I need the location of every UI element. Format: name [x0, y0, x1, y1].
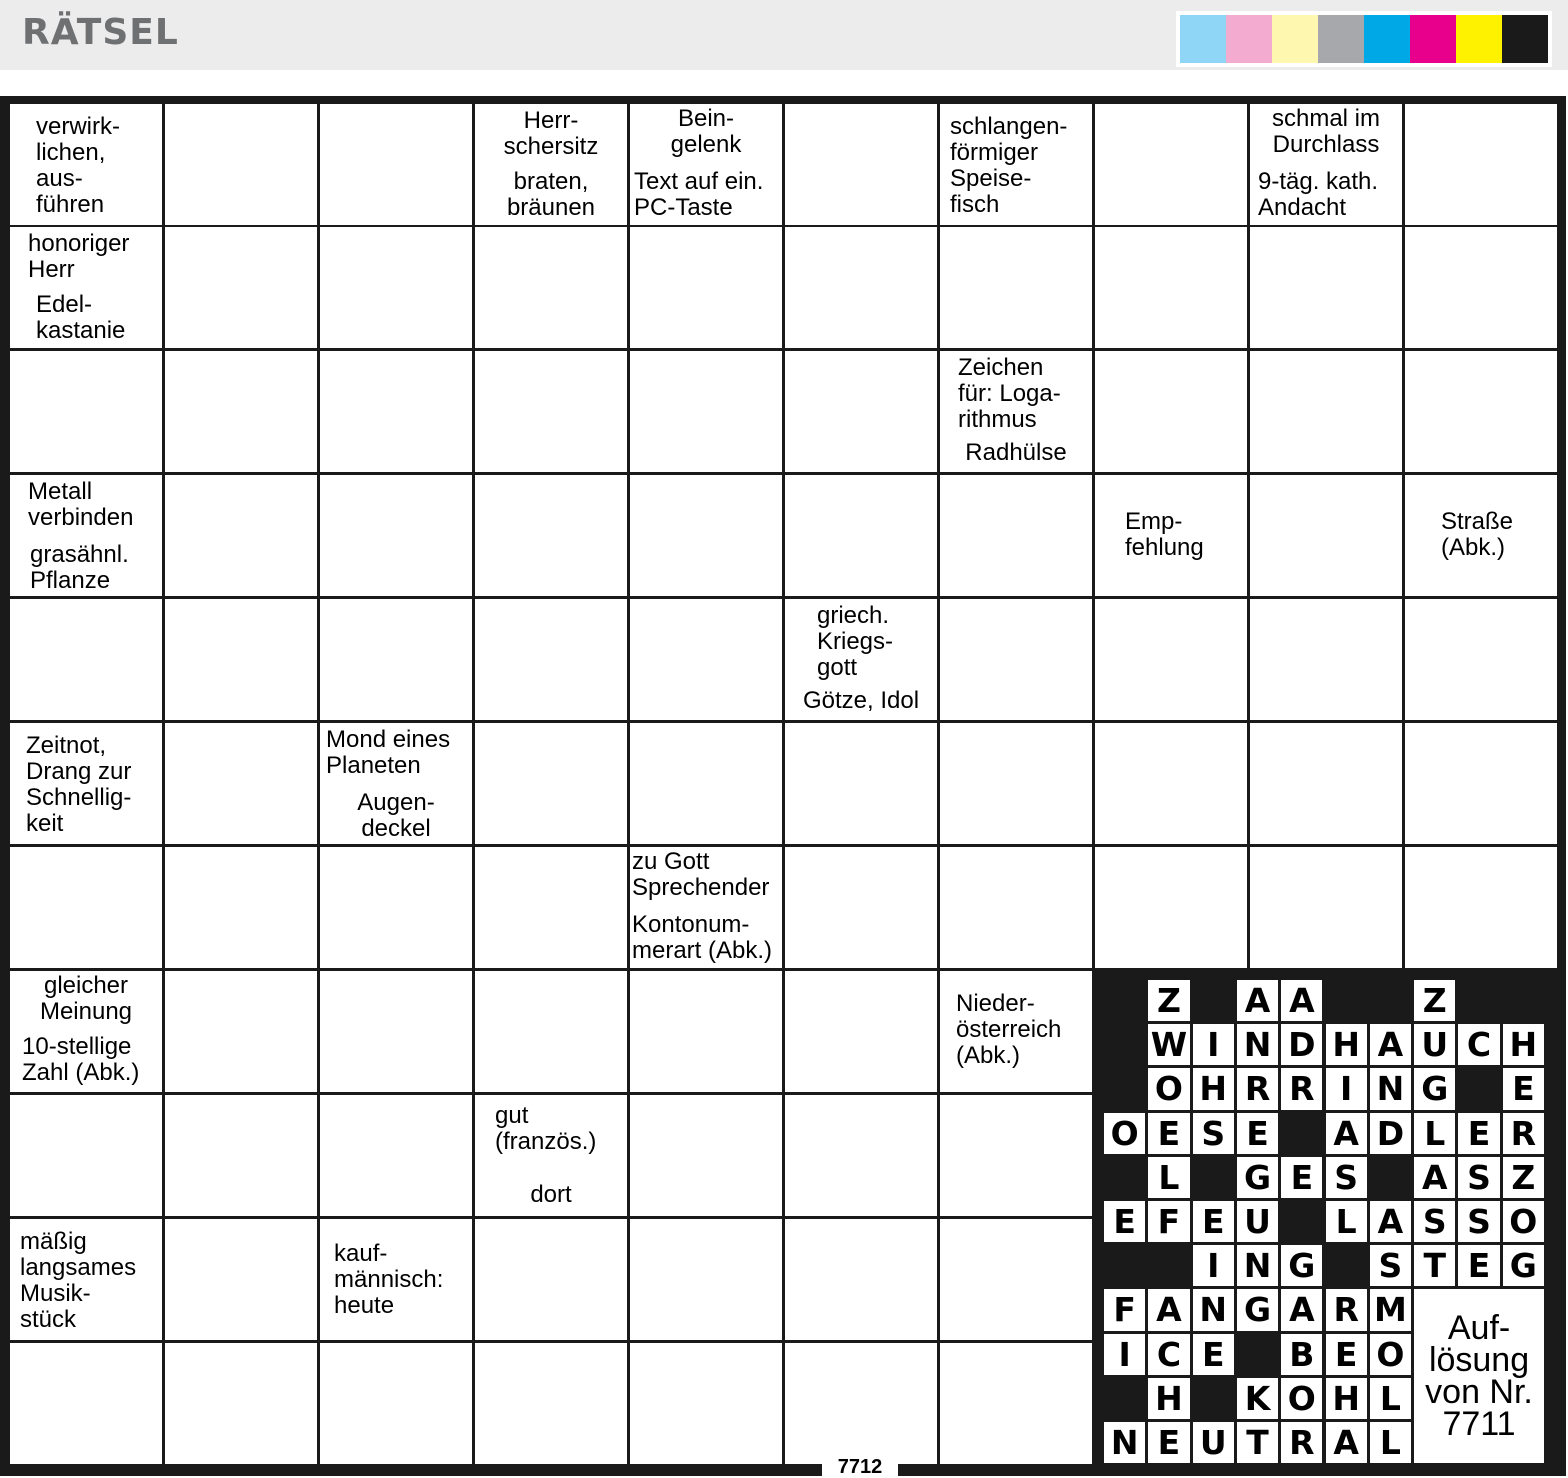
clue-line: Musik-	[20, 1280, 91, 1307]
solution-letter: O	[1503, 1201, 1544, 1242]
clue-line: langsames	[20, 1254, 137, 1281]
solution-letter: L	[1414, 1113, 1455, 1154]
puzzle-number: 7712	[822, 1456, 898, 1478]
clue-line: PC-Taste	[634, 194, 733, 221]
color-swatch	[1180, 15, 1226, 63]
clue-line: Zeitnot,	[26, 732, 107, 759]
clue-line: Kriegs-	[817, 628, 894, 655]
solution-letter: S	[1414, 1201, 1455, 1242]
clue-line: Bein-	[677, 105, 735, 132]
grid-cell[interactable]	[475, 723, 627, 844]
clue-c29	[10, 1219, 162, 1340]
clue-c13	[10, 475, 162, 535]
grid-cell[interactable]	[630, 599, 782, 720]
grid-cell[interactable]	[475, 475, 627, 596]
grid-cell[interactable]	[940, 475, 1092, 596]
clue-line: Metall	[28, 478, 93, 505]
clue-line: führen	[36, 191, 105, 218]
grid-cell[interactable]	[630, 227, 782, 348]
clue-line: honoriger	[28, 230, 130, 257]
clue-c1	[10, 104, 162, 225]
solution-letter: E	[1104, 1201, 1145, 1242]
grid-cell[interactable]	[1405, 599, 1557, 720]
solution-letter: I	[1326, 1068, 1367, 1109]
grid-cell[interactable]	[1250, 847, 1402, 968]
grid-cell[interactable]	[940, 1095, 1092, 1216]
solution-letter: W	[1148, 1024, 1189, 1065]
grid-cell[interactable]	[1095, 847, 1247, 968]
grid-cell[interactable]	[630, 971, 782, 1092]
clue-line: förmiger	[950, 139, 1039, 166]
grid-cell[interactable]	[630, 351, 782, 472]
grid-cell[interactable]	[165, 351, 317, 472]
solution-letter: M	[1370, 1289, 1411, 1330]
grid-cell[interactable]	[1095, 599, 1247, 720]
clue-c17	[785, 599, 937, 681]
solution-note-line: von Nr.	[1425, 1373, 1533, 1412]
grid-cell[interactable]	[165, 1095, 317, 1216]
solution-letter: A	[1148, 1289, 1189, 1330]
grid-cell[interactable]	[475, 971, 627, 1092]
clue-line: Augen-	[357, 789, 435, 816]
clue-c6	[940, 104, 1092, 225]
solution-letter: L	[1370, 1378, 1411, 1419]
solution-letter: N	[1104, 1422, 1145, 1463]
solution-letter: E	[1237, 1113, 1278, 1154]
solution-letter: H	[1326, 1024, 1367, 1065]
solution-letter: S	[1458, 1201, 1499, 1242]
solution-letter: E	[1148, 1113, 1189, 1154]
grid-cell[interactable]	[475, 227, 627, 348]
clue-line: aus-	[36, 165, 83, 192]
clue-line: Drang zur	[26, 758, 132, 785]
grid-cell[interactable]	[165, 971, 317, 1092]
clue-c28	[475, 1172, 627, 1216]
solution-letter: L	[1370, 1422, 1411, 1463]
solution-letter: S	[1458, 1157, 1499, 1198]
clue-line: Planeten	[326, 752, 421, 779]
solution-letter: Z	[1414, 980, 1455, 1021]
solution-letter: N	[1370, 1068, 1411, 1109]
grid-cell[interactable]	[1405, 227, 1557, 348]
grid-cell[interactable]	[1405, 847, 1557, 968]
clue-line: mäßig	[20, 1228, 87, 1255]
clue-line: Götze, Idol	[802, 687, 920, 714]
solution-letter: E	[1458, 1113, 1499, 1154]
grid-cell[interactable]	[165, 104, 317, 225]
grid-cell[interactable]	[1095, 104, 1247, 225]
solution-letter: A	[1370, 1024, 1411, 1065]
clue-line: 10-stellige	[22, 1033, 132, 1060]
solution-letter: R	[1326, 1289, 1367, 1330]
solution-letter: E	[1281, 1157, 1322, 1198]
crossword-board	[0, 96, 1566, 1476]
grid-cell[interactable]	[475, 1219, 627, 1340]
solution-letter: E	[1148, 1422, 1189, 1463]
grid-cell[interactable]	[10, 351, 162, 472]
clue-line: fehlung	[1125, 534, 1204, 561]
solution-letter: O	[1148, 1068, 1189, 1109]
grid-cell[interactable]	[940, 723, 1092, 844]
solution-letter: A	[1281, 1289, 1322, 1330]
color-calibration-strip	[1176, 11, 1552, 67]
clue-c27	[475, 1095, 627, 1169]
solution-letter: R	[1281, 1422, 1322, 1463]
solution-letter: I	[1104, 1334, 1145, 1375]
solution-letter: A	[1326, 1113, 1367, 1154]
clue-line: rithmus	[958, 406, 1037, 433]
clue-line: deckel	[361, 815, 431, 842]
grid-cell[interactable]	[630, 475, 782, 596]
solution-letter: B	[1281, 1334, 1322, 1375]
grid-cell[interactable]	[785, 723, 937, 844]
clue-c3	[475, 165, 627, 225]
grid-cell[interactable]	[320, 351, 472, 472]
solution-letter: R	[1281, 1068, 1322, 1109]
clue-line: griech.	[817, 602, 890, 629]
clue-line: fisch	[950, 191, 1000, 218]
solution-letter: N	[1237, 1024, 1278, 1065]
grid-cell[interactable]	[320, 104, 472, 225]
grid-cell[interactable]	[10, 1343, 162, 1464]
clue-line: Durchlass	[1272, 131, 1380, 158]
solution-letter: O	[1281, 1378, 1322, 1419]
grid-cell[interactable]	[785, 1095, 937, 1216]
grid-cell[interactable]	[165, 1219, 317, 1340]
clue-line: Speise-	[950, 165, 1032, 192]
grid-cell[interactable]	[1095, 351, 1247, 472]
clue-line: Pflanze	[30, 567, 111, 594]
clue-line: Nieder-	[956, 990, 1035, 1017]
grid-cell[interactable]	[320, 971, 472, 1092]
grid-cell[interactable]	[1250, 227, 1402, 348]
grid-cell[interactable]	[630, 723, 782, 844]
clue-c21	[320, 786, 472, 844]
solution-letter: I	[1193, 1245, 1234, 1286]
clue-c7	[1250, 104, 1402, 162]
grid-cell[interactable]	[320, 227, 472, 348]
clue-line: Radhülse	[965, 439, 1067, 466]
solution-letter: R	[1237, 1068, 1278, 1109]
grid-cell[interactable]	[1405, 723, 1557, 844]
solution-note-line: 7711	[1442, 1405, 1516, 1444]
grid-cell[interactable]	[940, 1343, 1092, 1464]
clue-line: (französ.)	[495, 1128, 597, 1155]
grid-cell[interactable]	[1095, 723, 1247, 844]
solution-letter: U	[1237, 1201, 1278, 1242]
clue-line: dort	[530, 1181, 572, 1208]
clue-line: (Abk.)	[956, 1042, 1021, 1069]
grid-cell[interactable]	[940, 847, 1092, 968]
solution-letter: T	[1414, 1245, 1455, 1286]
grid-cell[interactable]	[785, 1343, 937, 1464]
clue-c30	[320, 1219, 472, 1340]
grid-cell[interactable]	[165, 1343, 317, 1464]
grid-cell[interactable]	[475, 847, 627, 968]
color-swatch	[1456, 15, 1502, 63]
clue-line: gut	[495, 1102, 529, 1129]
grid-cell[interactable]	[940, 1219, 1092, 1340]
grid-cell[interactable]	[475, 1343, 627, 1464]
solution-letter: H	[1193, 1068, 1234, 1109]
clue-line: schersitz	[503, 133, 599, 160]
clue-c10	[10, 290, 162, 348]
clue-c26	[940, 971, 1092, 1092]
solution-letter: C	[1148, 1334, 1189, 1375]
clue-line: gott	[817, 654, 858, 681]
clue-c16	[1405, 475, 1557, 596]
clue-c11	[940, 351, 1092, 433]
grid-cell[interactable]	[785, 351, 937, 472]
grid-cell[interactable]	[165, 227, 317, 348]
grid-cell[interactable]	[165, 847, 317, 968]
grid-cell[interactable]	[320, 1343, 472, 1464]
color-swatch	[1318, 15, 1364, 63]
solution-letter: C	[1458, 1024, 1499, 1065]
solution-letter: G	[1414, 1068, 1455, 1109]
clue-line: Text auf ein.	[634, 168, 764, 195]
clue-c15	[1095, 475, 1247, 596]
clue-c19	[10, 723, 162, 844]
solution-letter: T	[1237, 1422, 1278, 1463]
solution-letter: I	[1193, 1024, 1234, 1065]
grid-cell[interactable]	[785, 104, 937, 225]
clue-line: kauf-	[334, 1240, 388, 1267]
solution-letter: H	[1503, 1024, 1544, 1065]
grid-cell[interactable]	[785, 971, 937, 1092]
grid-cell[interactable]	[630, 1343, 782, 1464]
grid-cell[interactable]	[785, 1219, 937, 1340]
clue-c8	[1250, 165, 1402, 225]
solution-letter: F	[1104, 1289, 1145, 1330]
grid-cell[interactable]	[165, 599, 317, 720]
page-title: RÄTSEL	[22, 12, 179, 53]
clue-line: Emp-	[1125, 508, 1183, 535]
grid-cell[interactable]	[320, 1095, 472, 1216]
grid-cell[interactable]	[320, 599, 472, 720]
clue-line: Zahl (Abk.)	[22, 1059, 140, 1086]
solution-letter: E	[1193, 1201, 1234, 1242]
clue-c9	[10, 227, 162, 287]
solution-letter: Z	[1503, 1157, 1544, 1198]
solution-letter: G	[1237, 1157, 1278, 1198]
grid-cell[interactable]	[165, 723, 317, 844]
grid-cell[interactable]	[320, 847, 472, 968]
clue-c12	[940, 436, 1092, 472]
grid-cell[interactable]	[785, 475, 937, 596]
clue-c18	[785, 684, 937, 720]
solution-letter: D	[1370, 1113, 1411, 1154]
solution-letter: E	[1503, 1068, 1544, 1109]
color-swatch	[1364, 15, 1410, 63]
solution-letter: E	[1458, 1245, 1499, 1286]
solution-letter: F	[1148, 1201, 1189, 1242]
clue-line: gelenk	[670, 131, 742, 158]
clue-line: Schnellig-	[26, 784, 132, 811]
clue-line: heute	[334, 1292, 395, 1319]
grid-cell[interactable]	[785, 847, 937, 968]
clue-line: Meinung	[39, 998, 133, 1025]
solution-letter: E	[1193, 1334, 1234, 1375]
solution-letter: R	[1503, 1113, 1544, 1154]
solution-letter: N	[1193, 1289, 1234, 1330]
solution-letter: E	[1326, 1334, 1367, 1375]
solution-letter: A	[1281, 980, 1322, 1021]
grid-cell[interactable]	[1250, 723, 1402, 844]
clue-line: verwirk-	[36, 113, 120, 140]
clue-line: Kontonum-	[632, 911, 750, 938]
grid-cell[interactable]	[785, 227, 937, 348]
clue-line: keit	[26, 810, 64, 837]
grid-cell[interactable]	[940, 599, 1092, 720]
clue-line: (Abk.)	[1441, 534, 1506, 561]
clue-line: verbinden	[28, 504, 134, 531]
solution-letter: Z	[1148, 980, 1189, 1021]
clue-line: braten,	[513, 168, 589, 195]
clue-line: gleicher	[43, 972, 129, 999]
clue-line: bräunen	[506, 194, 596, 221]
clue-c24	[10, 971, 162, 1029]
clue-line: kastanie	[36, 317, 126, 344]
clue-line: österreich	[956, 1016, 1062, 1043]
solution-note	[1414, 1289, 1544, 1463]
clue-c14	[10, 538, 162, 596]
grid-cell[interactable]	[1250, 351, 1402, 472]
solution-letter: K	[1237, 1378, 1278, 1419]
clue-line: Zeichen	[958, 354, 1044, 381]
color-swatch	[1272, 15, 1318, 63]
clue-line: Edel-	[36, 291, 93, 318]
clue-line: grasähnl.	[30, 541, 129, 568]
grid-cell[interactable]	[165, 475, 317, 596]
grid-cell[interactable]	[475, 351, 627, 472]
clue-line: merart (Abk.)	[632, 937, 773, 964]
clue-line: Mond eines	[326, 726, 451, 753]
solution-letter: D	[1281, 1024, 1322, 1065]
clue-line: Herr-	[523, 107, 579, 134]
clue-c2	[475, 104, 627, 162]
clue-c23	[630, 910, 782, 968]
clue-line: Herr	[28, 256, 75, 283]
grid-cell[interactable]	[630, 1219, 782, 1340]
grid-cell[interactable]	[1405, 351, 1557, 472]
clue-c22	[630, 847, 782, 907]
grid-cell[interactable]	[10, 1095, 162, 1216]
solution-letter: G	[1237, 1289, 1278, 1330]
solution-letter: N	[1237, 1245, 1278, 1286]
grid-cell[interactable]	[1405, 104, 1557, 225]
grid-cell[interactable]	[630, 1095, 782, 1216]
grid-cell[interactable]	[1250, 599, 1402, 720]
color-swatch	[1226, 15, 1272, 63]
clue-c5	[630, 165, 782, 225]
solution-letter: H	[1326, 1378, 1367, 1419]
clue-c25	[10, 1032, 162, 1092]
header-bar	[0, 0, 1568, 70]
clue-line: Andacht	[1258, 194, 1347, 221]
solution-letter: S	[1193, 1113, 1234, 1154]
grid-cell[interactable]	[320, 475, 472, 596]
solution-letter: O	[1104, 1113, 1145, 1154]
clue-line: für: Loga-	[958, 380, 1061, 407]
solution-letter: L	[1326, 1201, 1367, 1242]
clue-c4	[630, 104, 782, 162]
clue-line: 9-täg. kath.	[1258, 168, 1379, 195]
clue-line: schlangen-	[950, 113, 1068, 140]
clue-line: lichen,	[36, 139, 106, 166]
solution-note-line: Auf-	[1447, 1309, 1511, 1348]
clue-line: Straße	[1441, 508, 1514, 535]
grid-cell[interactable]	[10, 599, 162, 720]
solution-letter: L	[1148, 1157, 1189, 1198]
solution-letter: A	[1237, 980, 1278, 1021]
grid-cell[interactable]	[1250, 475, 1402, 596]
clue-line: zu Gott	[632, 848, 710, 875]
clue-line: Sprechender	[632, 874, 770, 901]
solution-letter: U	[1193, 1422, 1234, 1463]
solution-letter: S	[1370, 1245, 1411, 1286]
clue-line: stück	[20, 1306, 77, 1333]
solution-letter: G	[1503, 1245, 1544, 1286]
solution-note-line: lösung	[1428, 1341, 1530, 1380]
solution-letter: A	[1326, 1422, 1367, 1463]
clue-c20	[320, 723, 472, 783]
solution-letter: U	[1414, 1024, 1455, 1065]
solution-letter: A	[1414, 1157, 1455, 1198]
grid-cell[interactable]	[940, 227, 1092, 348]
grid-cell[interactable]	[1095, 227, 1247, 348]
grid-cell[interactable]	[475, 599, 627, 720]
grid-cell[interactable]	[10, 847, 162, 968]
solution-letter: G	[1281, 1245, 1322, 1286]
solution-letter: H	[1148, 1378, 1189, 1419]
solution-letter: S	[1326, 1157, 1367, 1198]
clue-line: männisch:	[334, 1266, 444, 1293]
clue-line: schmal im	[1271, 105, 1380, 132]
solution-letter: A	[1370, 1201, 1411, 1242]
solution-letter: O	[1370, 1334, 1411, 1375]
color-swatch	[1410, 15, 1456, 63]
color-swatch	[1502, 15, 1548, 63]
